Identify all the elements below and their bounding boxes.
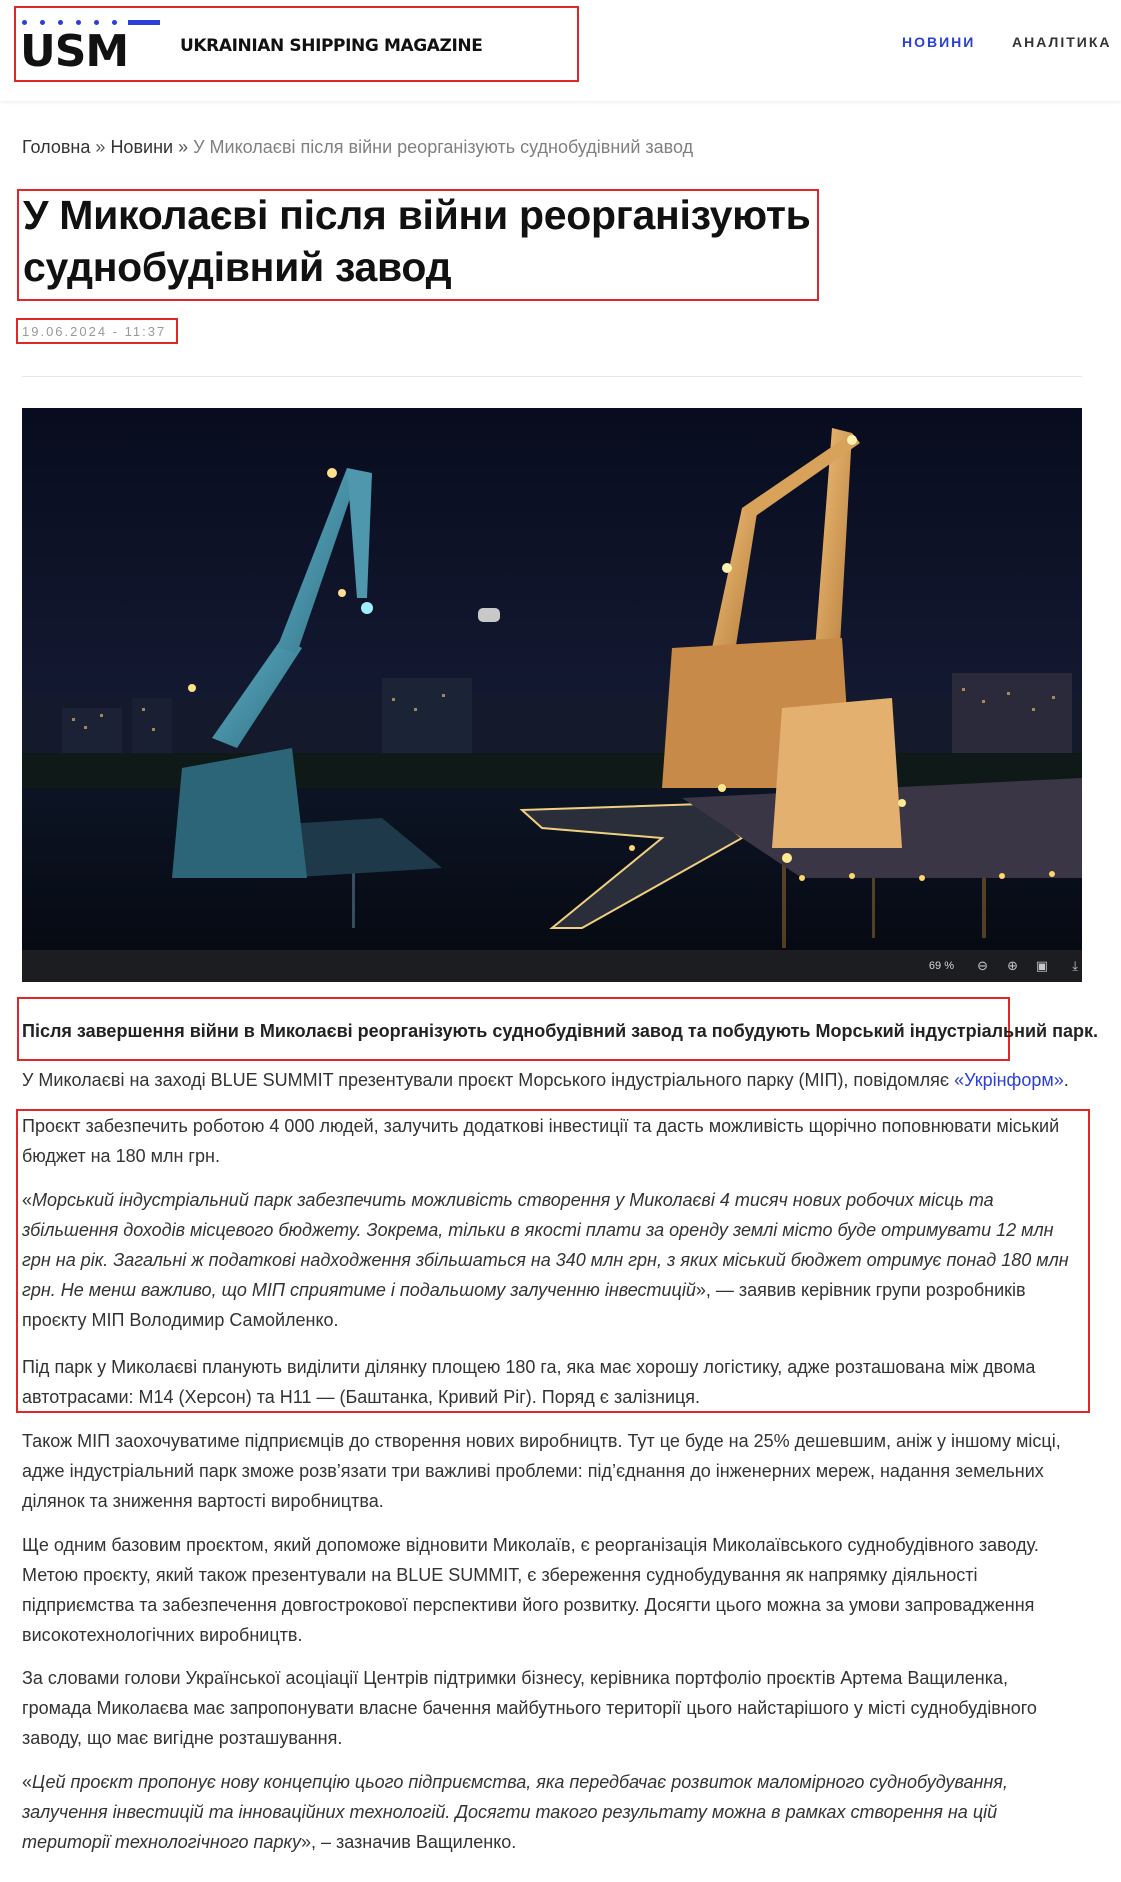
paragraph-text: У Миколаєві на заході BLUE SUMMIT презентували проєкт Морського індустріального парку (МІП), повідомляє [22,1070,955,1090]
paragraph-text: . [1063,1070,1069,1090]
breadcrumb-separator: » [178,137,189,157]
image-viewer-toolbar [22,950,1082,982]
article-title: У Миколаєві після війни реорганізують суднобудівний завод [23,192,811,290]
quote-attribution: », – зазначив Ващиленко. [300,1832,517,1852]
logo-link[interactable] [14,6,579,82]
harbor-night-illustration [22,408,1082,982]
breadcrumb-separator: » [95,137,106,157]
article-paragraph: За словами голови Української асоціації Центрів підтримки бізнесу, керівника портфоліо проєктів Артема Ващиленка, громада Миколаєва має запропонувати власне бачення майбутнього території цього найстарішого у місті суднобудівного заводу, що має вигідне розташування. [22,1668,1037,1748]
article-hero-image [22,408,1082,982]
logo-text: UKRAINIAN SHIPPING MAGAZINE [180,36,483,56]
ukrinform-source-link[interactable]: «Укрінформ» [954,1070,1064,1090]
article-paragraph: Під парк у Миколаєві планують виділити ділянку площею 180 га, яка має хорошу логістику, адже розташована між двома автотрасами: М14 (Херсон) та Н11 — (Баштанка, Кривий Ріг). Поряд є залізниця. [22,1357,1036,1407]
fit-screen-icon[interactable]: ▣ [1035,958,1048,973]
breadcrumb-news-link[interactable]: Новини [110,137,174,157]
divider [22,376,1082,377]
quote-mark: « [22,1772,33,1792]
article-paragraph: Також МІП заохочуватиме підприємців до створення нових виробництв. Тут це буде на 25% дешевшим, аніж у іншому місці, адже індустріальний парк зможе розв’язати три важливі проблеми: під’єднання до інженерних мереж, надання земельних ділянок та зниження вартості виробництва. [22,1431,1061,1511]
nav-analytics-link[interactable]: АНАЛІТИКА [1012,34,1112,50]
zoom-in-icon[interactable]: ⊕ [1007,958,1018,973]
article-date: 19.06.2024 - 11:37 [22,324,167,339]
nav-news-link[interactable]: НОВИНИ [902,34,976,50]
article-quote-paragraph [22,1767,1082,1857]
zoom-out-icon[interactable]: ⊖ [977,958,988,973]
breadcrumb-current: У Миколаєві після війни реорганізують суднобудівний завод [193,137,694,157]
quote-text: Цей проєкт пропонує нову концепцію цього підприємства, яка передбачає розвиток маломірного суднобудування, залучення інвестицій та інноваційних технологій. Досягти такого результату можна в рамках створення на цій території технологічного парку [22,1772,1008,1852]
site-header [0,0,1121,101]
article-paragraph: Проєкт забезпечить роботою 4 000 людей, залучить додаткові інвестиції та дасть можливість щорічно поповнювати міський бюджет на 180 млн грн. [22,1116,1060,1166]
quote-attribution: », — заявив керівник групи розробників проєкту МІП Володимир Самойленко. [22,1280,1026,1330]
quote-text: Морський індустріальний парк забезпечить можливість створення у Миколаєві 4 тисяч нових робочих місць та збільшення доходів місцевого бюджету. Зокрема, тільки в якості плати за оренду землі місто буде отримувати 12 млн грн на рік. Загальні ж податкові надходження збільшаться на 340 млн грн, з яких міський бюджет отримує понад 180 млн грн. Не менш важливо, що МІП сприятиме і подальшому залученню інвестицій [22,1190,1069,1300]
article-quote-paragraph [22,1185,1082,1335]
breadcrumb [22,137,693,158]
article-paragraph: Ще одним базовим проєктом, який допоможе відновити Миколаїв, є реорганізація Миколаївського суднобудівного заводу. Метою проєкту, який також презентували на BLUE SUMMIT, є збереження суднобудування як напрямку діяльності підприємства та забезпечення довгострокової перспективи його розвитку. Досягти цього можна за умови запровадження високотехнологічних виробництв. [22,1535,1039,1645]
quote-mark: « [22,1190,33,1210]
article-paragraph [22,1065,1082,1095]
image-zoom-level: 69 % [928,960,954,972]
download-icon[interactable]: ⤓ [1072,958,1078,973]
breadcrumb-home-link[interactable]: Головна [22,137,91,157]
article-lead: Після завершення війни в Миколаєві реорганізують суднобудівний завод та побудують Морський індустріальний парк. [22,1021,1099,1041]
logo-mark: USM [20,26,129,77]
